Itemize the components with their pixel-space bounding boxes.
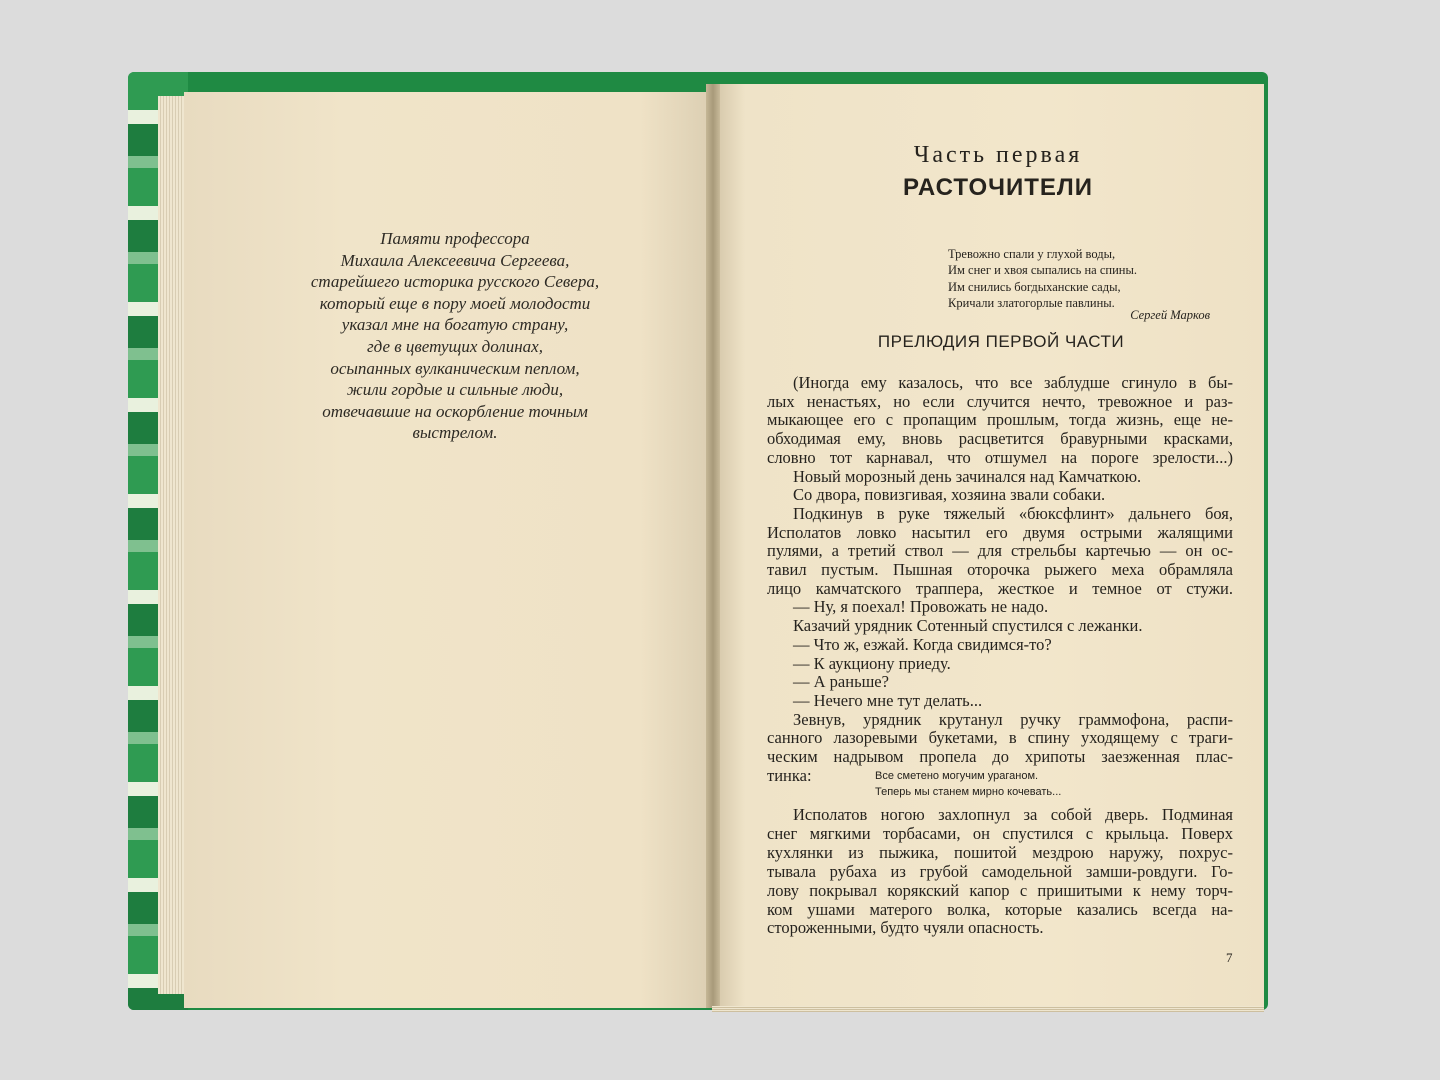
- song-quote: [875, 768, 1155, 800]
- dedication: [270, 228, 640, 444]
- dedication-line: Памяти профессора: [380, 229, 530, 248]
- epigraph-line: Им снег и хвоя сыпались на спины.: [948, 263, 1137, 278]
- page-number: 7: [1226, 950, 1233, 965]
- text-line: лову покрывал корякский капор с пришитыми к нему торч-: [767, 880, 1233, 900]
- page-edges: [158, 96, 186, 994]
- epigraph-line: Кричали златогорлые павлины.: [948, 296, 1115, 311]
- text-line: санного лазоревыми букетами, в спину уходящему с траги-: [767, 728, 1233, 748]
- text-line: (Иногда ему казалось, что все заблудше сгинуло в бы-: [793, 373, 1233, 392]
- text-line: ческим надрывом пропела до хрипоты заезженная плас-: [767, 747, 1233, 767]
- text-line: тинка:: [767, 765, 812, 785]
- text-line: Исполатов ловко насытил его двумя острыми жалящими: [767, 522, 1233, 542]
- book-gutter: [706, 84, 720, 1008]
- text-line: Казачий урядник Сотенный спустился с лежанки.: [793, 616, 1143, 636]
- text-line: снег мягкими торбасами, он спустился с крыльца. Поверх: [767, 823, 1233, 843]
- epigraph: [948, 246, 1238, 312]
- body-text-continued: [767, 806, 1233, 938]
- text-line: ком ушами матерого волка, которые казались всегда на-: [767, 899, 1233, 919]
- text-line: — Нечего мне тут делать...: [793, 690, 983, 710]
- text-line: обходимая ему, вновь расцветится бравурными красками,: [767, 429, 1233, 449]
- text-line: словно тот карнавал, что отшумел на пороге зрелости...): [767, 447, 1233, 467]
- text-line: лицо камчатского траппера, жесткое и темное от стужи.: [767, 578, 1233, 598]
- text-line: стороженными, будто чуяли опасность.: [767, 918, 1044, 938]
- text-line: Новый морозный день зачинался над Камчаткою.: [793, 466, 1142, 486]
- epigraph-line: Тревожно спали у глухой воды,: [948, 247, 1116, 261]
- epigraph-line: Им снились богдыханские сады,: [948, 279, 1121, 294]
- dedication-line: Михаила Алексеевича Сергеева,: [340, 250, 570, 270]
- body-text: [767, 374, 1233, 785]
- dedication-line: старейшего историка русского Севера,: [310, 272, 600, 292]
- text-line: Зевнув, урядник крутанул ручку граммофона, распи-: [793, 709, 1233, 729]
- page-edges-bottom: [712, 1006, 1264, 1012]
- text-line: тавил пустым. Пышная оторочка рыжего меха обрамляла: [767, 560, 1233, 580]
- song-line: Теперь мы станем мирно кочевать...: [875, 786, 1062, 798]
- text-line: Со двора, повизгивая, хозяина звали собаки.: [793, 485, 1106, 505]
- text-line: — Что ж, езжай. Когда свидимся-то?: [793, 634, 1052, 654]
- text-line: лых ненастьях, но если случится нечто, тревожное и раз-: [767, 391, 1233, 411]
- dedication-line: осыпанных вулканическим пеплом,: [330, 358, 580, 378]
- dedication-line: жили гордые и сильные люди,: [346, 380, 564, 400]
- text-line: — А раньше?: [793, 672, 889, 692]
- part-title: Часть первая: [913, 142, 1083, 168]
- text-line: мыкающее его с пропащим прошлым, тогда жизнь, еще не-: [767, 410, 1233, 430]
- text-line: тывала рубаха из грубой самодельной замши-ровдуги. Го-: [767, 861, 1233, 881]
- dedication-line: выстрелом.: [412, 423, 498, 443]
- book-title: РАСТОЧИТЕЛИ: [903, 174, 1093, 201]
- text-line: — Ну, я поехал! Провожать не надо.: [793, 597, 1049, 617]
- dedication-line: указал мне на богатую страну,: [341, 315, 569, 335]
- dedication-line: отвечавшие на оскорбление точным: [322, 401, 588, 421]
- song-line: Все сметено могучим ураганом.: [875, 770, 1039, 782]
- text-line: кухлянки из пыжика, пошитой мездрою наружу, похрус-: [767, 842, 1233, 862]
- text-line: Исполатов ногою захлопнул за собой дверь. Подминая: [793, 805, 1233, 824]
- dedication-line: где в цветущих долинах,: [367, 336, 543, 356]
- section-title: ПРЕЛЮДИЯ ПЕРВОЙ ЧАСТИ: [877, 332, 1125, 351]
- text-line: Подкинув в руке тяжелый «бюксфлинт» дальнего боя,: [793, 503, 1233, 523]
- text-line: пулями, а третий ствол — для стрельбы картечью — он ос-: [767, 541, 1233, 561]
- dedication-line: который еще в пору моей молодости: [319, 293, 591, 313]
- text-line: — К аукциону приеду.: [793, 653, 951, 673]
- epigraph-author: Сергей Марков: [1130, 308, 1210, 322]
